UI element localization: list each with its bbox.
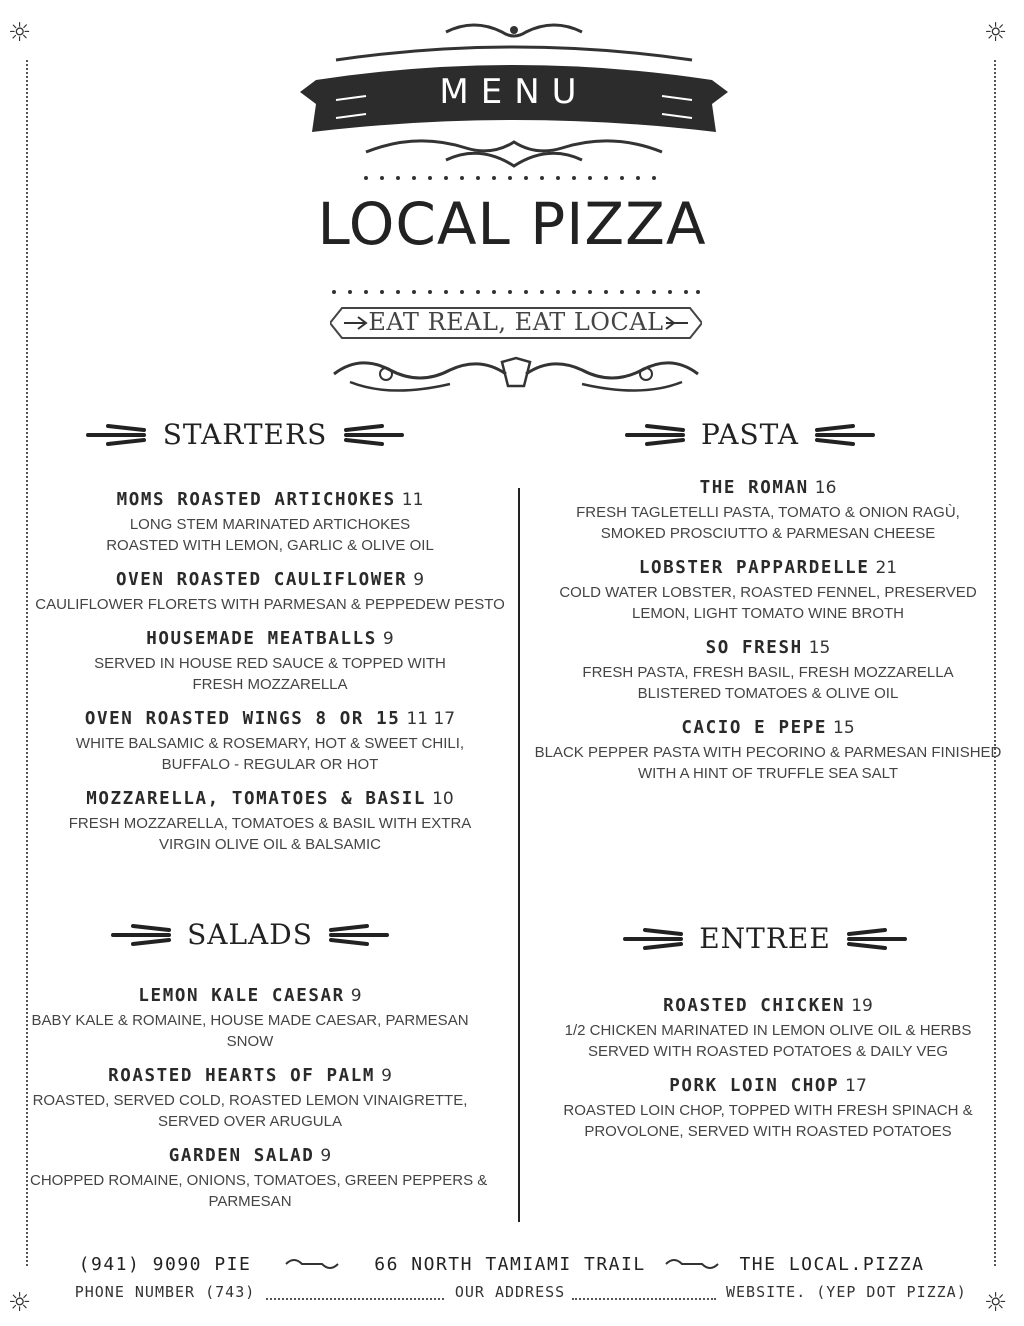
section-header-entree <box>580 922 950 955</box>
description-line: BUFFALO - REGULAR OR HOT <box>161 756 379 773</box>
description-line: SERVED OVER ARUGULA <box>158 1113 342 1130</box>
description-line: FRESH TAGLETELLI PASTA, TOMATO & ONION RAGÙ, <box>576 504 960 521</box>
description-line: SERVED IN HOUSE RED SAUCE & TOPPED WITH <box>94 655 446 672</box>
description-line: PROVOLONE, SERVED WITH ROASTED POTATOES <box>584 1123 952 1140</box>
section-header-pasta <box>570 418 930 451</box>
left-arrow-ornament-icon <box>625 420 685 450</box>
menu-item-description <box>530 582 1006 624</box>
left-arrow-ornament-icon <box>111 920 171 950</box>
description-line: BLACK PEPPER PASTA WITH PECORINO & PARMESAN FINISHED <box>534 744 1002 761</box>
menu-item <box>530 638 1006 704</box>
footer-flourish-icon <box>284 1256 340 1272</box>
menu-item <box>30 629 510 695</box>
menu-banner <box>296 20 732 190</box>
menu-item-price: 9 <box>381 1066 392 1086</box>
menu-item-name: THE ROMAN <box>699 478 809 498</box>
menu-item-description <box>30 1170 488 1212</box>
menu-item-description <box>550 1100 986 1142</box>
menu-item-header <box>550 996 986 1016</box>
menu-item <box>30 1066 470 1132</box>
description-line: ROASTED LOIN CHOP, TOPPED WITH FRESH SPINACH & <box>563 1102 973 1119</box>
menu-item <box>30 709 510 775</box>
menu-item <box>550 1076 986 1142</box>
menu-item <box>530 718 1006 784</box>
menu-item-price: 21 <box>875 558 898 578</box>
description-line: 1/2 CHICKEN MARINATED IN LEMON OLIVE OIL & HERBS <box>564 1022 972 1039</box>
restaurant-name: LOCAL PIZZA <box>317 190 707 258</box>
description-line: FRESH PASTA, FRESH BASIL, FRESH MOZZARELLA <box>582 664 954 681</box>
menu-item-description <box>30 653 510 695</box>
menu-item-name: LOBSTER PAPPARDELLE <box>638 558 870 578</box>
footer-dotted-leader <box>572 1298 716 1300</box>
banner-title: MENU <box>439 72 589 112</box>
corner-flourish-icon: ☼ <box>8 18 32 48</box>
menu-item-description <box>30 733 510 775</box>
salads-list <box>30 986 488 1226</box>
menu-item-header <box>530 718 1006 738</box>
footer-website <box>726 1254 967 1301</box>
description-line: LEMON, LIGHT TOMATO WINE BROTH <box>632 605 904 622</box>
section-title: PASTA <box>700 418 800 451</box>
menu-item-header <box>530 558 1006 578</box>
address-label: OUR ADDRESS <box>454 1283 566 1301</box>
menu-item-description <box>550 1020 986 1062</box>
pasta-list <box>530 478 1006 798</box>
right-arrow-ornament-icon <box>847 924 907 954</box>
entree-list <box>550 996 986 1156</box>
menu-item-name: MOZZARELLA, TOMATOES & BASIL <box>86 789 427 809</box>
menu-item-name: MOMS ROASTED ARTICHOKES <box>116 490 396 510</box>
menu-item-header <box>30 986 470 1006</box>
menu-item-price: 9 <box>350 986 362 1006</box>
description-line: SERVED WITH ROASTED POTATOES & DAILY VEG <box>587 1043 949 1060</box>
menu-item-description <box>530 502 1006 544</box>
menu-item-price: 11 17 <box>406 709 456 729</box>
description-line: ROASTED, SERVED COLD, ROASTED LEMON VINAIGRETTE, <box>32 1092 468 1109</box>
menu-item-name: LEMON KALE CAESAR <box>138 986 345 1006</box>
description-line: WHITE BALSAMIC & ROSEMARY, HOT & SWEET CHILI, <box>75 735 465 752</box>
menu-item-price: 15 <box>808 638 831 658</box>
description-line: LONG STEM MARINATED ARTICHOKES <box>129 516 411 533</box>
menu-item <box>30 986 470 1052</box>
description-line: CAULIFLOWER FLORETS WITH PARMESAN & PEPPEDEW PESTO <box>35 596 505 613</box>
footer-dotted-leader <box>266 1298 444 1300</box>
corner-flourish-icon: ☼ <box>8 1288 32 1318</box>
menu-item-name: PORK LOIN CHOP <box>669 1076 840 1096</box>
address: 66 NORTH TAMIAMI TRAIL <box>374 1254 646 1275</box>
menu-item-name: GARDEN SALAD <box>168 1146 315 1166</box>
right-arrow-ornament-icon <box>815 420 875 450</box>
website-label: WEBSITE. (YEP DOT PIZZA) <box>726 1283 967 1301</box>
menu-item-price: 17 <box>845 1076 867 1096</box>
footer-phone <box>60 1254 270 1301</box>
description-line: WITH A HINT OF TRUFFLE SEA SALT <box>637 765 899 782</box>
section-title: SALADS <box>187 918 313 951</box>
menu-item <box>30 1146 488 1212</box>
description-line: BABY KALE & ROMAINE, HOUSE MADE CAESAR, PARMESAN <box>31 1012 469 1029</box>
menu-item-name: HOUSEMADE MEATBALLS <box>146 629 377 649</box>
footer-flourish-icon <box>664 1256 720 1272</box>
menu-item-description <box>530 662 1006 704</box>
starters-list <box>30 490 510 869</box>
menu-item-price: 19 <box>851 996 873 1016</box>
menu-item-header <box>550 1076 986 1096</box>
menu-item-description <box>30 1090 470 1132</box>
section-header-salads <box>60 918 440 951</box>
menu-item-price: 16 <box>814 478 837 498</box>
menu-item-price: 11 <box>401 490 424 510</box>
menu-item <box>30 789 510 855</box>
description-line: CHOPPED ROMAINE, ONIONS, TOMATOES, GREEN PEPPERS & <box>30 1172 488 1189</box>
footer-address <box>360 1254 660 1301</box>
tagline: EAT REAL, EAT LOCAL <box>368 308 664 336</box>
menu-item-name: ROASTED CHICKEN <box>663 996 846 1016</box>
column-divider <box>518 488 520 1222</box>
menu-item-header <box>30 490 510 510</box>
menu-item-description <box>530 742 1006 784</box>
left-arrow-ornament-icon <box>86 420 146 450</box>
description-line: FRESH MOZZARELLA, TOMATOES & BASIL WITH EXTRA <box>68 815 472 832</box>
menu-item-price: 9 <box>413 570 425 590</box>
description-line: SMOKED PROSCIUTTO & PARMESAN CHEESE <box>600 525 936 542</box>
menu-item-header <box>30 709 510 729</box>
left-arrow-ornament-icon <box>623 924 683 954</box>
menu-item-header <box>30 629 510 649</box>
menu-item-name: ROASTED HEARTS OF PALM <box>108 1066 376 1086</box>
menu-item-description <box>30 1010 470 1052</box>
menu-item-name: OVEN ROASTED CAULIFLOWER <box>115 570 408 590</box>
menu-item <box>530 558 1006 624</box>
menu-item-price: 9 <box>382 629 394 649</box>
menu-item-name: SO FRESH <box>705 638 803 658</box>
menu-item-price: 9 <box>320 1146 332 1166</box>
corner-flourish-icon: ☼ <box>984 1288 1008 1318</box>
tagline-ornament-icon <box>330 286 702 406</box>
description-line: COLD WATER LOBSTER, ROASTED FENNEL, PRESERVED <box>559 584 977 601</box>
description-line: ROASTED WITH LEMON, GARLIC & OLIVE OIL <box>106 537 434 554</box>
menu-item <box>530 478 1006 544</box>
menu-item-description <box>30 813 510 855</box>
menu-item-name: CACIO E PEPE <box>681 718 827 738</box>
corner-flourish-icon: ☼ <box>984 18 1008 48</box>
phone-label: PHONE NUMBER (743) <box>74 1283 256 1301</box>
menu-item <box>30 570 510 615</box>
phone-number: (941) 9090 PIE <box>78 1254 252 1275</box>
menu-item-description <box>30 514 510 556</box>
menu-item-header <box>30 789 510 809</box>
description-line: FRESH MOZZARELLA <box>192 676 348 693</box>
right-arrow-ornament-icon <box>329 920 389 950</box>
menu-item-header <box>530 478 1006 498</box>
right-arrow-ornament-icon <box>344 420 404 450</box>
description-line: PARMESAN <box>208 1193 292 1210</box>
menu-item <box>30 490 510 556</box>
section-header-starters <box>60 418 430 451</box>
section-title: STARTERS <box>162 418 328 451</box>
description-line: BLISTERED TOMATOES & OLIVE OIL <box>637 685 899 702</box>
menu-item-header <box>30 1146 470 1166</box>
tagline-frame <box>330 286 702 406</box>
menu-item-header <box>530 638 1006 658</box>
menu-item-name: OVEN ROASTED WINGS 8 OR 15 <box>84 709 401 729</box>
menu-item-header <box>30 1066 470 1086</box>
description-line: SNOW <box>226 1033 274 1050</box>
menu-item-price: 10 <box>432 789 454 809</box>
section-title: ENTREE <box>699 922 831 955</box>
menu-item-price: 15 <box>833 718 855 738</box>
menu-item-header <box>30 570 510 590</box>
menu-item-description <box>30 594 510 615</box>
website: THE LOCAL.PIZZA <box>739 1254 925 1275</box>
description-line: VIRGIN OLIVE OIL & BALSAMIC <box>158 836 381 853</box>
menu-item <box>550 996 986 1062</box>
